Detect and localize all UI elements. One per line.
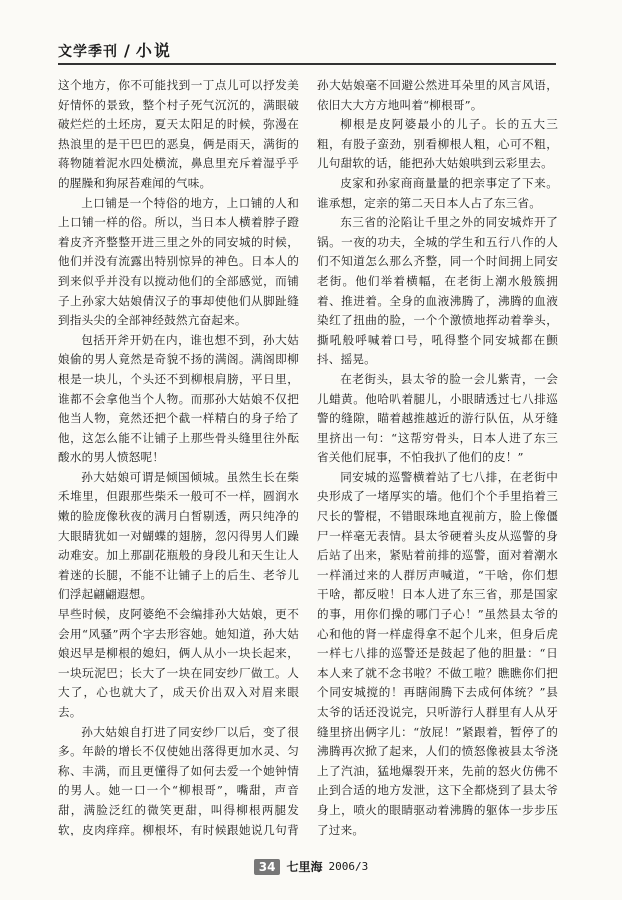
magazine-title: 文学季刊 xyxy=(58,44,118,60)
paragraph: 东三省的沦陷让千里之外的同安城炸开了锅。一夜的功夫，全城的学生和五行八作的人们不知道怎么那么齐整，同一个时间拥上同安老街。他们举着横幅，在老街上潮水般簇拥着、推进着。全身的血液沸腾了，沸腾的血液染红了扭曲的脸，一个个激愤地挥动着拳头，撕吼般呼喊着口号，吼得整个同安城都在颤抖、摇晃。 xyxy=(317,215,558,367)
article-body xyxy=(58,76,558,836)
journal-name: 七里海 xyxy=(286,860,323,874)
paragraph: 在老街头，县太爷的脸一会儿紫青，一会儿蜡黄。他哈叭着腿儿，小眼睛透过七八排巡警的缝隙，瞄着越推越近的游行队伍，从牙缝里挤出一句：“这帮穷骨头，日本人进了东三省关他们屁事，不怕我扒了他们的皮！” xyxy=(317,371,558,465)
issue-number: 2006/3 xyxy=(328,860,369,873)
paragraph: 孙大姑娘毫不回避公然进耳朵里的风言风语，依旧大大方方地叫着“柳根哥”。 xyxy=(317,78,558,112)
paragraph: 皮家和孙家商商量量的把亲事定了下来。谁承想，定亲的第二天日本人占了东三省。 xyxy=(317,175,558,210)
section-label: 小说 xyxy=(135,41,172,60)
page-number: 34 xyxy=(254,859,281,875)
header-separator: / xyxy=(124,41,130,60)
right-column xyxy=(317,76,558,836)
header-rule xyxy=(58,63,556,65)
left-column xyxy=(58,76,299,836)
paragraph: 上口铺是一个特俗的地方，上口铺的人和上口铺一样的俗。所以，当日本人横着脖子蹬着皮齐齐整整开进三里之外的同安城的时候，他们并没有流露出特别惊异的神色。日本人的到来似乎并没有以搅动他们的全部感觉，而铺子上孙家大姑娘倩汉子的事却使他们从脚趾缝到指头尖的全部神经鼓然亢奋起来。 xyxy=(58,195,299,328)
paragraph: 早些时候，皮阿婆绝不会编排孙大姑娘，更不会用“风骚”两个字去形容她。她知道，孙大姑娘迟早是柳根的媳妇，俩人从小一块长起来，一块玩泥巴；长大了一块在同安纱厂做工。人大了，心也就大了，成天价出双入对眉来眼去。 xyxy=(58,607,299,719)
running-header xyxy=(58,38,172,61)
paragraph: 包括开斧开奶在内，谁也想不到，孙大姑娘偷的男人竟然是奇貌不扬的满阁。满阁即柳根是一块儿，个头还不到柳根肩膀，平日里，谁都不会拿他当个人物。而那孙大姑娘不仅把他当人物，竟然还把个截一样精白的身子给了他，这怎么能不让铺子上那些骨头缝里往外酝酸水的男人愤怒呢！ xyxy=(58,332,299,465)
paragraph: 孙大姑娘可谓是倾国倾城。虽然生长在柴禾堆里，但跟那些柴禾一般可不一样，圆润水嫩的脸庞像秋夜的满月白皙剔透，两只纯净的大眼睛犹如一对蝴蝶的翅膀，忽闪得男人们躁动难安。加上那副花瓶般的身段儿和天生让人着迷的长腿，不能不让铺子上的后生、老爷儿们浮起翩翩遐想。 xyxy=(58,469,299,602)
paragraph: 这个地方，你不可能找到一丁点儿可以抒发美好情怀的景致，整个村子死气沉沉的，满眼破破烂烂的土坯房，夏天太阳足的时候，弥漫在热浪里的是干巴巴的恶臭，俩是雨天，满街的蒋物随着泥水四处横流，鼻息里充斥着湿乎乎的腥臊和狗尿苔难闻的气味。 xyxy=(58,78,299,190)
page-footer xyxy=(0,858,622,875)
paragraph: 孙大姑娘自打进了同安纱厂以后，变了很多。年龄的增长不仅使她出落得更加水灵、匀称、丰满，而且更懂得了如何去爱一个她钟情的男人。她一口一个“柳根哥”，嘴甜，声音甜，满脸泛红的微笑更甜，叫得柳根两腿发软，皮肉痒痒。柳根坏，有时候跟她说几句背 xyxy=(58,724,299,836)
paragraph: 同安城的巡警横着站了七八排，在老街中央形成了一堵厚实的墙。他们个个手里掐着三尺长的警棍，不错眼珠地直视前方，脸上像僵尸一样毫无表情。县太爷硬着头皮从巡警的身后站了出来，紧贴着前排的巡警，面对着潮水一样涌过来的人群厉声喊道，“干啥，你们想干啥，都反啦！日本人进了东三省，那是国家的事，用你们操的哪门子心！”虽然县太爷的心和他的肾一样虚得拿不起个儿来，但身后虎一样七八排的巡警还是鼓起了他的胆量：“日本人来了就不念书啦？不做工啦？瞧瞧你们把个同安城搅的！再瞎闹腾下去成何体统？”县太爷的话还没说完，只听游行人群里有人从牙缝里挤出俩字儿：“放屁！”紧跟着，暂停了的沸腾再次掀了起来，人们的愤怒像被县太爷浇上了汽油，猛地爆裂开来，先前的怒火仿佛不止到合适的地方发泄，这下全都烧到了县太爷身上，喷火的眼睛驱动着沸腾的躯体一步步压了过来。 xyxy=(317,469,558,836)
paragraph: 柳根是皮阿婆最小的儿子。长的五大三粗，有股子蛮劲，别看柳根人粗，心可不粗，儿句甜软的话，能把孙大姑娘哄到云彩里去。 xyxy=(317,117,558,171)
